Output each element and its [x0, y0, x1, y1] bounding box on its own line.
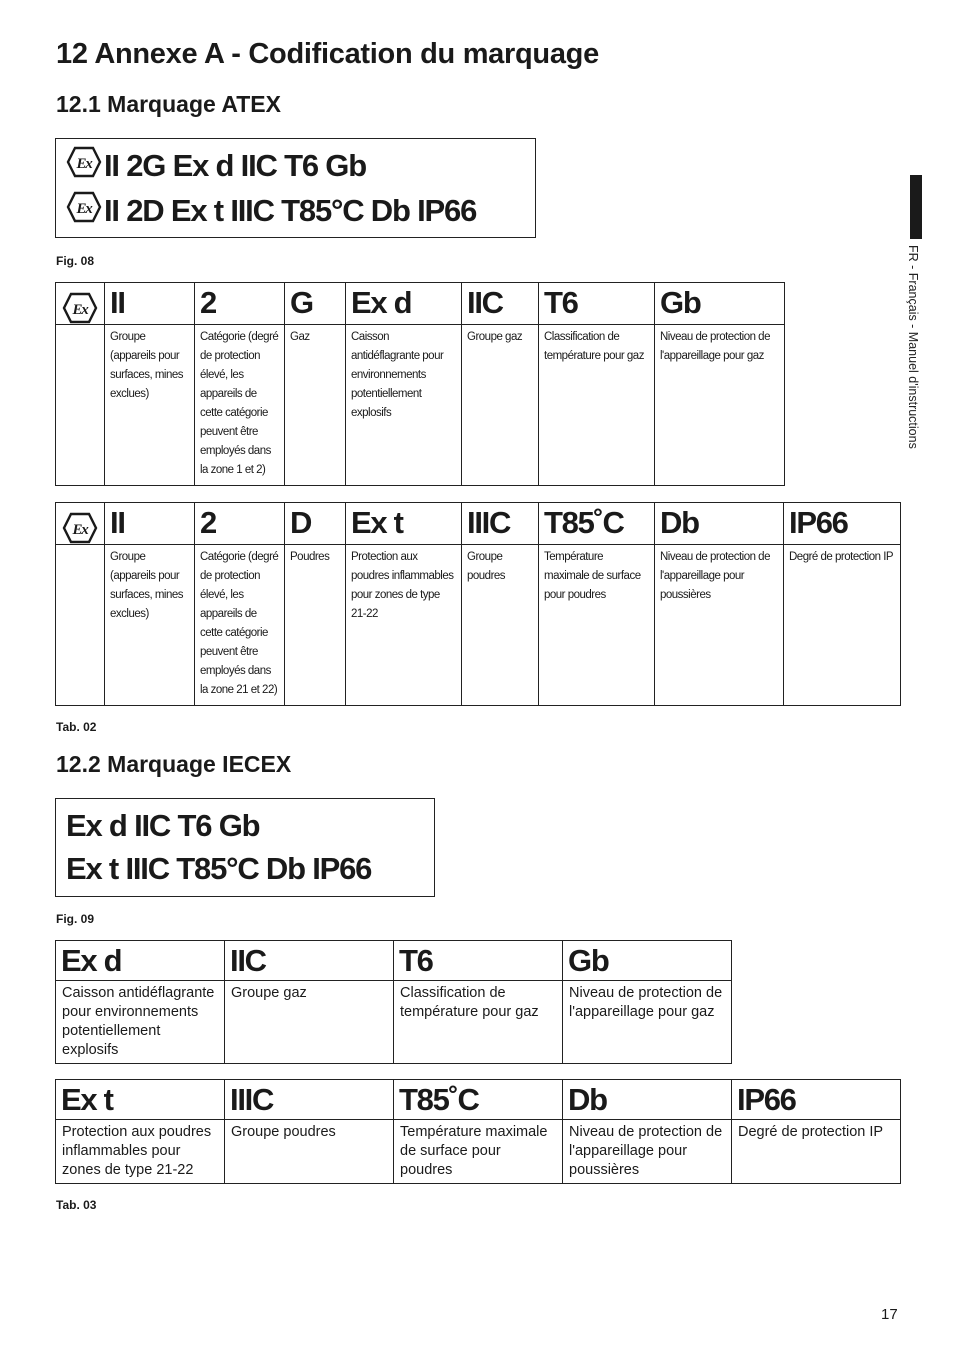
- iecex-gas-table: [55, 940, 732, 1064]
- table-desc-cell: Température maximale de surface pour poudres: [539, 545, 655, 706]
- table-head-cell: Ex t: [346, 503, 462, 545]
- table-header-row: [56, 503, 901, 545]
- table-head-cell: Db: [655, 503, 784, 545]
- atex-marking-text-2: II 2D Ex t IIIC T85°C Db IP66: [104, 193, 477, 228]
- table-head-cell: T85˚C: [394, 1080, 563, 1120]
- table-desc-cell: Groupe gaz: [225, 981, 394, 1064]
- table-desc-cell: Degré de protection IP: [784, 545, 901, 706]
- iecex-marking-line-2: Ex t IIIC T85°C Db IP66: [66, 851, 372, 886]
- table-head-cell: Db: [563, 1080, 732, 1120]
- fig-08-caption: Fig. 08: [56, 254, 95, 268]
- table-desc-cell: Poudres: [285, 545, 346, 706]
- table-desc-row: [56, 981, 732, 1064]
- table-head-cell: Ex t: [56, 1080, 225, 1120]
- atex-dust-table: [55, 502, 901, 706]
- table-desc-cell: Protection aux poudres inflammables pour zones de type 21-22: [56, 1120, 225, 1184]
- table-desc-cell: [56, 325, 105, 486]
- table-head-cell: T85˚C: [539, 503, 655, 545]
- page-title: 12 Annexe A - Codification du marquage: [56, 38, 599, 70]
- table-desc-cell: Classification de température pour gaz: [539, 325, 655, 486]
- table-desc-cell: Degré de protection IP: [732, 1120, 901, 1184]
- table-head-cell: IIC: [462, 283, 539, 325]
- table-header-row: [56, 1080, 901, 1120]
- table-desc-cell: Niveau de protection de l'appareillage pour poussières: [655, 545, 784, 706]
- tab-03-caption: Tab. 03: [56, 1198, 97, 1212]
- fig-09-caption: Fig. 09: [56, 912, 95, 926]
- table-desc-cell: Niveau de protection de l'appareillage pour gaz: [563, 981, 732, 1064]
- table-head-cell: [56, 503, 105, 545]
- table-head-cell: T6: [539, 283, 655, 325]
- table-head-cell: IIIC: [225, 1080, 394, 1120]
- svg-text:Ex: Ex: [72, 521, 88, 538]
- table-head-cell: D: [285, 503, 346, 545]
- atex-gas-table: [55, 282, 785, 486]
- table-desc-cell: Groupe (appareils pour surfaces, mines exclues): [105, 325, 195, 486]
- iecex-marking-box: [55, 798, 435, 897]
- section-heading-iecex: 12.2 Marquage IECEX: [56, 751, 292, 777]
- table-desc-cell: Catégorie (degré de protection élevé, les appareils de cette catégorie peuvent être employés dans la zone 21 et 22): [195, 545, 285, 706]
- table-desc-cell: [56, 545, 105, 706]
- table-header-row: [56, 283, 785, 325]
- table-head-cell: Ex d: [56, 941, 225, 981]
- ex-hexagon-icon: [62, 508, 98, 543]
- table-desc-cell: Caisson antidéflagrante pour environnements potentiellement explosifs: [56, 981, 225, 1064]
- table-desc-row: [56, 545, 901, 706]
- iecex-marking-line-1: Ex d IIC T6 Gb: [66, 808, 260, 843]
- table-head-cell: 2: [195, 503, 285, 545]
- table-desc-cell: Niveau de protection de l'appareillage pour gaz: [655, 325, 785, 486]
- table-head-cell: Gb: [563, 941, 732, 981]
- table-head-cell: Ex d: [346, 283, 462, 325]
- svg-text:Ex: Ex: [76, 201, 92, 217]
- table-desc-row: [56, 1120, 901, 1184]
- ex-hexagon-icon: [66, 146, 102, 186]
- table-header-row: [56, 941, 732, 981]
- table-head-cell: II: [105, 503, 195, 545]
- table-desc-row: [56, 325, 785, 486]
- table-head-cell: G: [285, 283, 346, 325]
- table-head-cell: 2: [195, 283, 285, 325]
- table-head-cell: IP66: [732, 1080, 901, 1120]
- table-desc-cell: Groupe gaz: [462, 325, 539, 486]
- table-desc-cell: Classification de température pour gaz: [394, 981, 563, 1064]
- tab-02-caption: Tab. 02: [56, 720, 97, 734]
- atex-marking-box: [55, 138, 536, 238]
- table-desc-cell: Catégorie (degré de protection élevé, les appareils de cette catégorie peuvent être employés dans la zone 1 et 2): [195, 325, 285, 486]
- side-tab-marker: [910, 175, 922, 239]
- iecex-dust-table: [55, 1079, 901, 1184]
- side-language-label: FR - Français - Manuel d'instructions: [906, 245, 920, 449]
- atex-marking-line-2: [66, 191, 476, 231]
- table-head-cell: II: [105, 283, 195, 325]
- table-desc-cell: Caisson antidéflagrante pour environnements potentiellement explosifs: [346, 325, 462, 486]
- ex-hexagon-icon: [66, 191, 102, 231]
- svg-text:Ex: Ex: [76, 156, 92, 172]
- table-desc-cell: Groupe poudres: [462, 545, 539, 706]
- ex-hexagon-icon: [62, 288, 98, 323]
- atex-marking-text-1: II 2G Ex d IIC T6 Gb: [104, 148, 366, 183]
- svg-text:Ex: Ex: [72, 301, 88, 318]
- table-desc-cell: Gaz: [285, 325, 346, 486]
- table-desc-cell: Niveau de protection de l'appareillage pour poussières: [563, 1120, 732, 1184]
- table-head-cell: IIIC: [462, 503, 539, 545]
- table-desc-cell: Groupe poudres: [225, 1120, 394, 1184]
- table-head-cell: Gb: [655, 283, 785, 325]
- table-desc-cell: Protection aux poudres inflammables pour zones de type 21-22: [346, 545, 462, 706]
- section-heading-atex: 12.1 Marquage ATEX: [56, 91, 281, 117]
- atex-marking-line-1: [66, 146, 366, 186]
- table-head-cell: T6: [394, 941, 563, 981]
- table-desc-cell: Groupe (appareils pour surfaces, mines exclues): [105, 545, 195, 706]
- table-head-cell: [56, 283, 105, 325]
- table-head-cell: IP66: [784, 503, 901, 545]
- page-number: 17: [881, 1306, 898, 1323]
- table-desc-cell: Température maximale de surface pour poudres: [394, 1120, 563, 1184]
- table-head-cell: IIC: [225, 941, 394, 981]
